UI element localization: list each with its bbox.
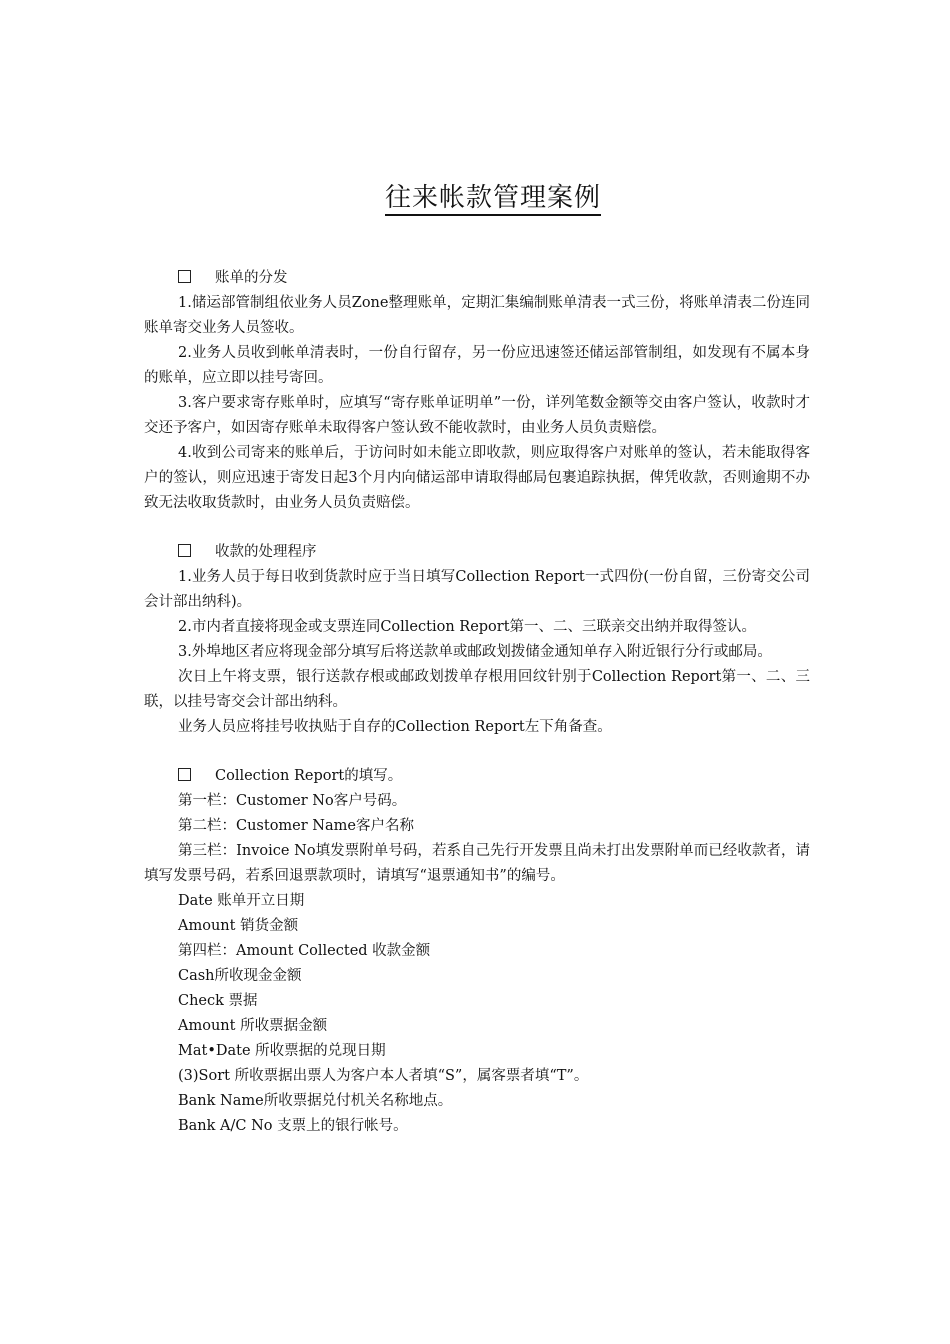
paragraph: 2.市内者直接将现金或支票连同Collection Report第一、二、三联亲交出纳并取得签认。 — [178, 619, 757, 635]
field-line: Date 账单开立日期 — [178, 893, 305, 909]
paragraph: 2.业务人员收到帐单清表时，一份自行留存，另一份应迅速签还储运部管制组，如发现有不属本身的账单，应立即以挂号寄回。 — [144, 345, 810, 386]
field-line: Cash所收现金金额 — [178, 968, 302, 984]
field-line: Mat•Date 所收票据的兑现日期 — [178, 1043, 386, 1059]
document-title: 往来帐款管理案例 — [0, 180, 950, 216]
field-line: Bank A/C No 支票上的银行帐号。 — [178, 1118, 408, 1134]
field-line: (3)Sort 所收票据出票人为客户本人者填“S”，属客票者填“T”。 — [178, 1068, 589, 1084]
section-bill-distribution — [144, 266, 810, 516]
checkbox-square-icon — [178, 270, 191, 283]
paragraph: 第三栏：Invoice No填发票附单号码，若系自己先行开发票且尚未打出发票附单而已经收款者，请填写发票号码，若系回退票款项时，请填写“退票通知书”的编号。 — [144, 843, 810, 884]
field-line: Check 票据 — [178, 993, 258, 1009]
paragraph: 业务人员应将挂号收执贴于自存的Collection Report左下角备查。 — [178, 719, 612, 735]
field-line: Amount 所收票据金额 — [178, 1018, 328, 1034]
section-collection-procedure — [144, 540, 810, 740]
section-heading: Collection Report的填写。 — [144, 764, 810, 789]
paragraph: 第一栏：Customer No客户号码。 — [178, 793, 407, 809]
section-heading: 账单的分发 — [144, 266, 810, 291]
paragraph: 4.收到公司寄来的账单后，于访问时如未能立即收款，则应取得客户对账单的签认，若未能取得客户的签认，则应迅速于寄发日起3个月内向储运部申请取得邮局包裹追踪执据，俾凭收款，否则逾期不办致无法收取货款时，由业务人员负责赔偿。 — [144, 445, 810, 511]
paragraph: 次日上午将支票，银行送款存根或邮政划拨单存根用回纹针别于Collection Report第一、二、三联，以挂号寄交会计部出纳科。 — [144, 669, 810, 710]
section-heading: 收款的处理程序 — [144, 540, 810, 565]
paragraph: 3.客户要求寄存账单时，应填写“寄存账单证明单”一份，详列笔数金额等交由客户签认，收款时才交还予客户，如因寄存账单未取得客户签认致不能收款时，由业务人员负责赔偿。 — [144, 395, 810, 436]
document-body — [144, 266, 810, 1139]
checkbox-square-icon — [178, 768, 191, 781]
field-line: 第四栏：Amount Collected 收款金额 — [178, 943, 431, 959]
paragraph: 1.储运部管制组依业务人员Zone整理账单，定期汇集编制账单清表一式三份，将账单清表二份连同账单寄交业务人员签收。 — [144, 295, 810, 336]
section-collection-report-filling — [144, 764, 810, 1139]
paragraph: 3.外埠地区者应将现金部分填写后将送款单或邮政划拨储金通知单存入附近银行分行或邮局。 — [178, 644, 772, 660]
field-line: Amount 销货金额 — [178, 918, 299, 934]
paragraph: 第二栏：Customer Name客户名称 — [178, 818, 414, 834]
field-line: Bank Name所收票据兑付机关名称地点。 — [178, 1093, 453, 1109]
checkbox-square-icon — [178, 544, 191, 557]
paragraph: 1.业务人员于每日收到货款时应于当日填写Collection Report一式四份(一份自留，三份寄交公司会计部出纳科)。 — [144, 569, 810, 610]
